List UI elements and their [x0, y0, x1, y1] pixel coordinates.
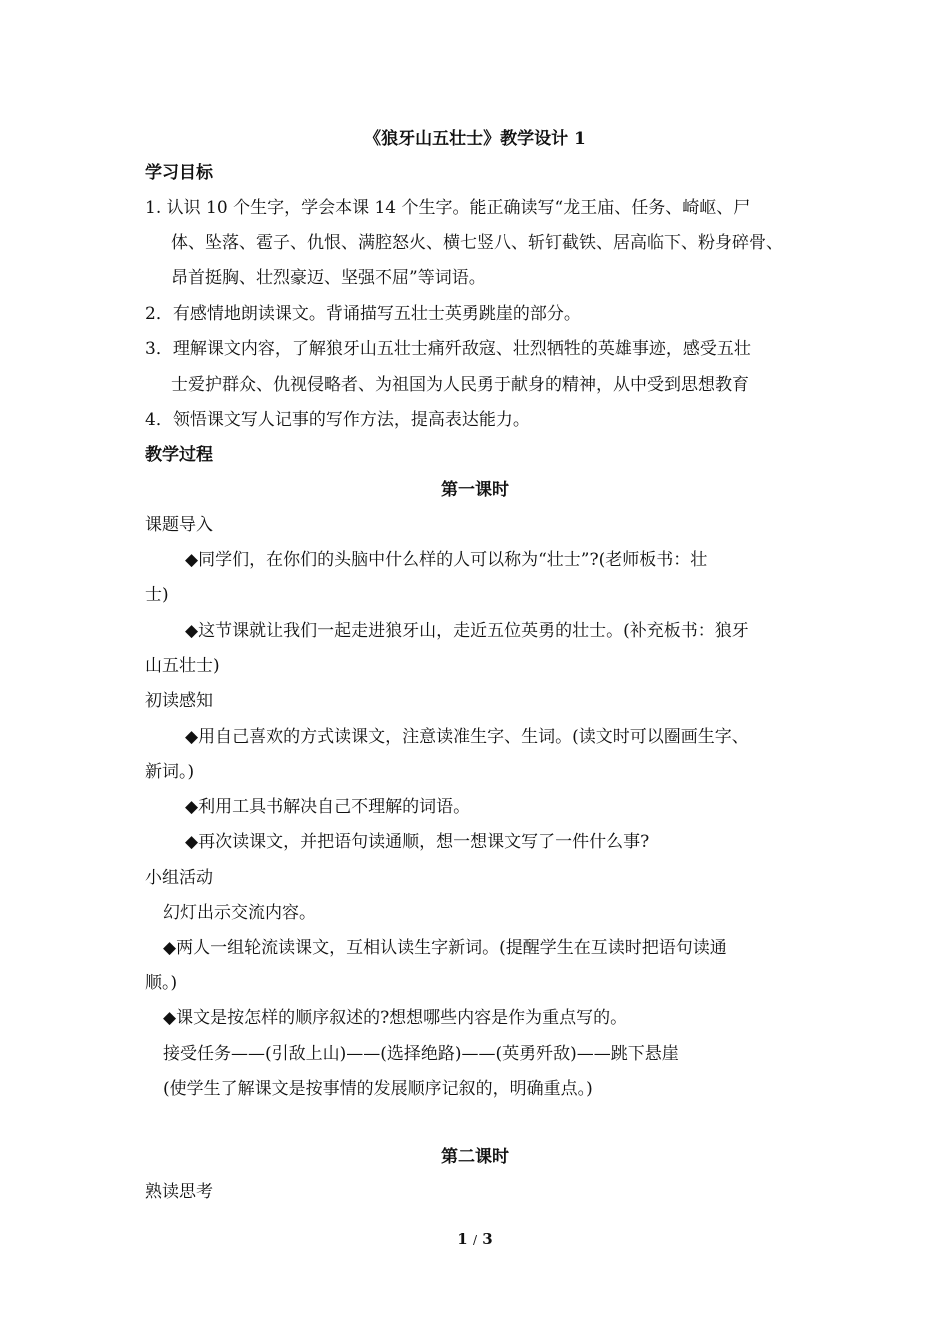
lesson1-heading: 第一课时	[441, 480, 509, 500]
objectives-heading: 学习目标	[145, 163, 213, 183]
section-label: 初读感知	[145, 691, 213, 711]
paragraph-line: ◆这节课就让我们一起走进狼牙山，走近五位英勇的壮士。(补充板书：狼牙	[185, 621, 749, 641]
page-separator: /	[472, 1233, 478, 1247]
page-number	[145, 1229, 805, 1250]
paragraph-line: ◆再次读课文，并把语句读通顺，想一想课文写了一件什么事?	[185, 832, 650, 852]
objective-line: 3．理解课文内容，了解狼牙山五壮士痛歼敌寇、壮烈牺牲的英雄事迹，感受五壮	[145, 339, 751, 359]
objective-line: 士爱护群众、仇视侵略者、为祖国为人民勇于献身的精神，从中受到思想教育	[171, 375, 749, 395]
paragraph-line: ◆两人一组轮流读课文，互相认读生字新词。(提醒学生在互读时把语句读通	[163, 938, 727, 958]
objective-line: 4．领悟课文写人记事的写作方法，提高表达能力。	[145, 410, 530, 430]
paragraph-line: (使学生了解课文是按事情的发展顺序记叙的，明确重点。)	[163, 1079, 593, 1099]
objective-line: 昂首挺胸、壮烈豪迈、坚强不屈”等词语。	[171, 268, 486, 288]
process-heading: 教学过程	[145, 445, 213, 465]
document-title: 《狼牙山五壮士》教学设计 1	[364, 129, 586, 149]
paragraph-line: 新词。)	[145, 762, 195, 782]
paragraph-line: 士)	[145, 585, 169, 605]
paragraph-line: 幻灯出示交流内容。	[163, 903, 316, 923]
lesson2-heading: 第二课时	[441, 1147, 509, 1167]
objective-line: 1. 认识 10 个生字，学会本课 14 个生字。能正确读写“龙王庙、任务、崎岖、尸	[145, 198, 751, 218]
section-label: 小组活动	[145, 868, 213, 888]
paragraph-line: 顺。)	[145, 973, 178, 993]
paragraph-line: ◆同学们，在你们的头脑中什么样的人可以称为“壮士”?(老师板书：壮	[185, 550, 708, 570]
section-label: 熟读思考	[145, 1182, 213, 1202]
paragraph-line: ◆利用工具书解决自己不理解的词语。	[185, 797, 471, 817]
objective-line: 2．有感情地朗读课文。背诵描写五壮士英勇跳崖的部分。	[145, 304, 581, 324]
paragraph-line: ◆课文是按怎样的顺序叙述的?想想哪些内容是作为重点写的。	[163, 1008, 628, 1028]
paragraph-line: 山五壮士)	[145, 656, 220, 676]
section-label: 课题导入	[145, 515, 213, 535]
paragraph-line: ◆用自己喜欢的方式读课文，注意读准生字、生词。(读文时可以圈画生字、	[185, 727, 749, 747]
total-pages: 3	[482, 1230, 493, 1248]
current-page: 1	[457, 1230, 468, 1248]
objective-line: 体、坠落、雹子、仇恨、满腔怒火、横七竖八、斩钉截铁、居高临下、粉身碎骨、	[171, 233, 783, 253]
paragraph-line: 接受任务——(引敌上山)——(选择绝路)——(英勇歼敌)——跳下悬崖	[163, 1044, 679, 1064]
